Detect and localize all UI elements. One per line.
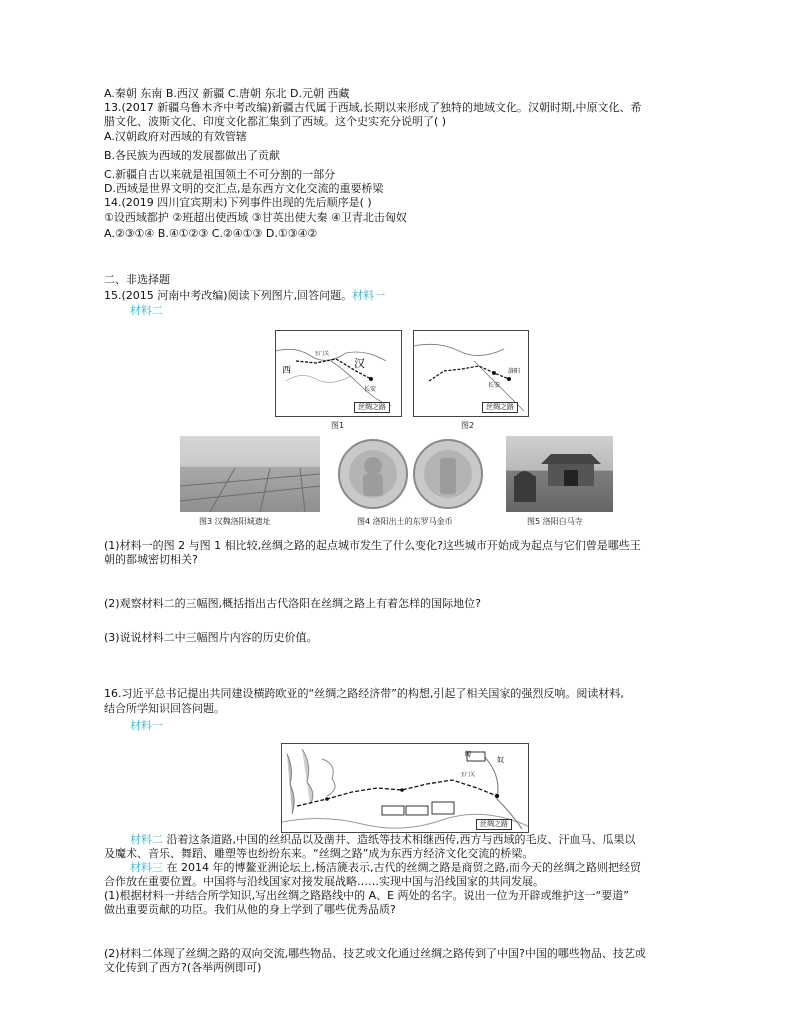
temple-drawing [506,436,613,512]
q16-sub1-line2: 做出重要贡献的功臣。我们从他的身上学到了哪些优秀品质? [104,903,396,916]
map-1-label-xi: 西 [282,366,292,376]
q16-material2-line1 [104,833,636,847]
fig-2-caption: 图2 [461,421,475,430]
q15-sub1-line1: (1)材料一的图 2 与图 1 相比较,丝绸之路的起点城市发生了什么变化?这些城市开始成为起点与它们曾是哪些王 [104,539,641,552]
q16-material2-text1: 沿着这条道路,中国的丝织品以及凿井、造纸等技术相继西传,西方与西域的毛皮、汗血马、瓜果以 [163,833,636,846]
q16-material3-line2: 合作放在重要位置。中国将与沿线国家对接发展战略……实现中国与沿线国家的共同发展。 [104,875,544,888]
coins-drawing [336,436,486,512]
map-2-legend: 丝绸之路 [482,402,518,413]
map-2-label-changan: 长安 [488,382,501,389]
q15-material1-label: 材料一 [352,289,386,302]
map-1-label-han: 汉 [354,357,365,370]
q13-option-d: D.西域是世界文明的交汇点,是东西方文化交流的重要桥梁 [104,182,384,195]
fig-5-caption: 图5 洛阳白马寺 [527,517,583,526]
fig-1-caption: 图1 [331,421,345,430]
map-figure-1 [275,330,402,417]
q13-option-c: C.新疆自古以来就是祖国领土不可分割的一部分 [104,168,336,181]
q15-material2-label: 材料二 [130,304,163,317]
q16-material2-label: 材料二 [130,833,163,846]
q16-stem-line1: 16.习近平总书记提出共同建设横跨欧亚的“丝绸之路经济带”的构想,引起了相关国家的强烈反响。阅读材料, [104,687,624,700]
fig-3-caption: 图3 汉魏洛阳城遗址 [199,517,271,526]
q16-material3-line1 [104,861,641,875]
map-2-label-luoyang: 洛阳 [508,368,521,375]
q16-sub1-line1: (1)根据材料一并结合所学知识,写出丝绸之路路线中的 A、E 两处的名字。说出一位为开辟或维护这一“要道” [104,889,629,902]
q15-stem [104,289,385,303]
map-1-label-changan: 长安 [364,386,377,393]
q13-option-b: B.各民族为西域的发展都做出了贡献 [104,149,281,162]
map-figure-2 [413,330,529,417]
photo-luoyang-ruins [180,436,320,512]
q13-stem-line2: 腊文化、波斯文化、印度文化都汇集到了西域。这个史实充分说明了( ) [104,115,447,128]
q16-stem-line2: 结合所学知识回答问题。 [104,702,225,715]
map-label-yumen: 玉门关 [460,772,476,778]
q14-options: A.②③①④ B.④①②③ C.②④①③ D.①③④② [104,227,318,240]
q15-stem-text: 15.(2015 河南中考改编)阅读下列图片,回答问题。 [104,289,353,302]
map-1-label-yumen: 玉门关 [314,351,330,357]
q15-sub2: (2)观察材料二的三幅图,概括指出古代洛阳在丝绸之路上有着怎样的国际地位? [104,597,481,610]
photo-white-horse-temple [506,436,613,512]
section-heading: 二、非选择题 [104,273,170,286]
fig-4-caption: 图4 洛阳出土的东罗马金币 [357,517,453,526]
q16-sub2-line1: (2)材料二体现了丝绸之路的双向交流,哪些物品、技艺或文化通过丝绸之路传到了中国?中国的哪些物品、技艺或 [104,947,646,960]
ruins-grid-drawing [180,436,320,512]
q14-stem: 14.(2019 四川宜宾期末)下列事件出现的先后顺序是( ) [104,196,372,209]
photo-roman-coins [336,436,486,512]
q15-sub3: (3)说说材料二中三幅图片内容的历史价值。 [104,631,318,644]
q13-stem-line1: 13.(2017 新疆乌鲁木齐中考改编)新疆古代属于西域,长期以来形成了独特的地域文化。汉朝时期,中原文化、希 [104,101,642,114]
silk-road-map-legend: 丝绸之路 [476,819,512,830]
q13-option-a: A.汉朝政府对西域的有效管辖 [104,130,247,143]
q16-material3-text1: 在 2014 年的博鳌亚洲论坛上,杨洁篪表示,古代的丝绸之路是商贸之路,而今天的丝绸之路则把经贸 [163,861,641,874]
map-label-nu: 奴 [497,756,504,764]
q16-sub2-line2: 文化传到了西方?(各举两例即可) [104,961,262,974]
q16-material3-label: 材料三 [130,861,163,874]
q16-material2-line2: 及魔术、音乐、舞蹈、雕塑等也纷纷东来。“丝绸之路”成为东西方经济文化交流的桥梁。 [104,847,534,860]
q14-events: ①设西域都护 ②班超出使西域 ③甘英出使大秦 ④卫青北击匈奴 [104,211,407,224]
q12-options: A.秦朝 东南 B.西汉 新疆 C.唐朝 东北 D.元朝 西藏 [104,87,350,100]
map-1-legend: 丝绸之路 [354,402,390,413]
silk-road-map [281,743,529,833]
q15-sub1-line2: 朝的都城密切相关? [104,553,198,566]
q16-material1-label: 材料一 [130,719,163,732]
map-label-xiong: 匈 [464,750,471,758]
